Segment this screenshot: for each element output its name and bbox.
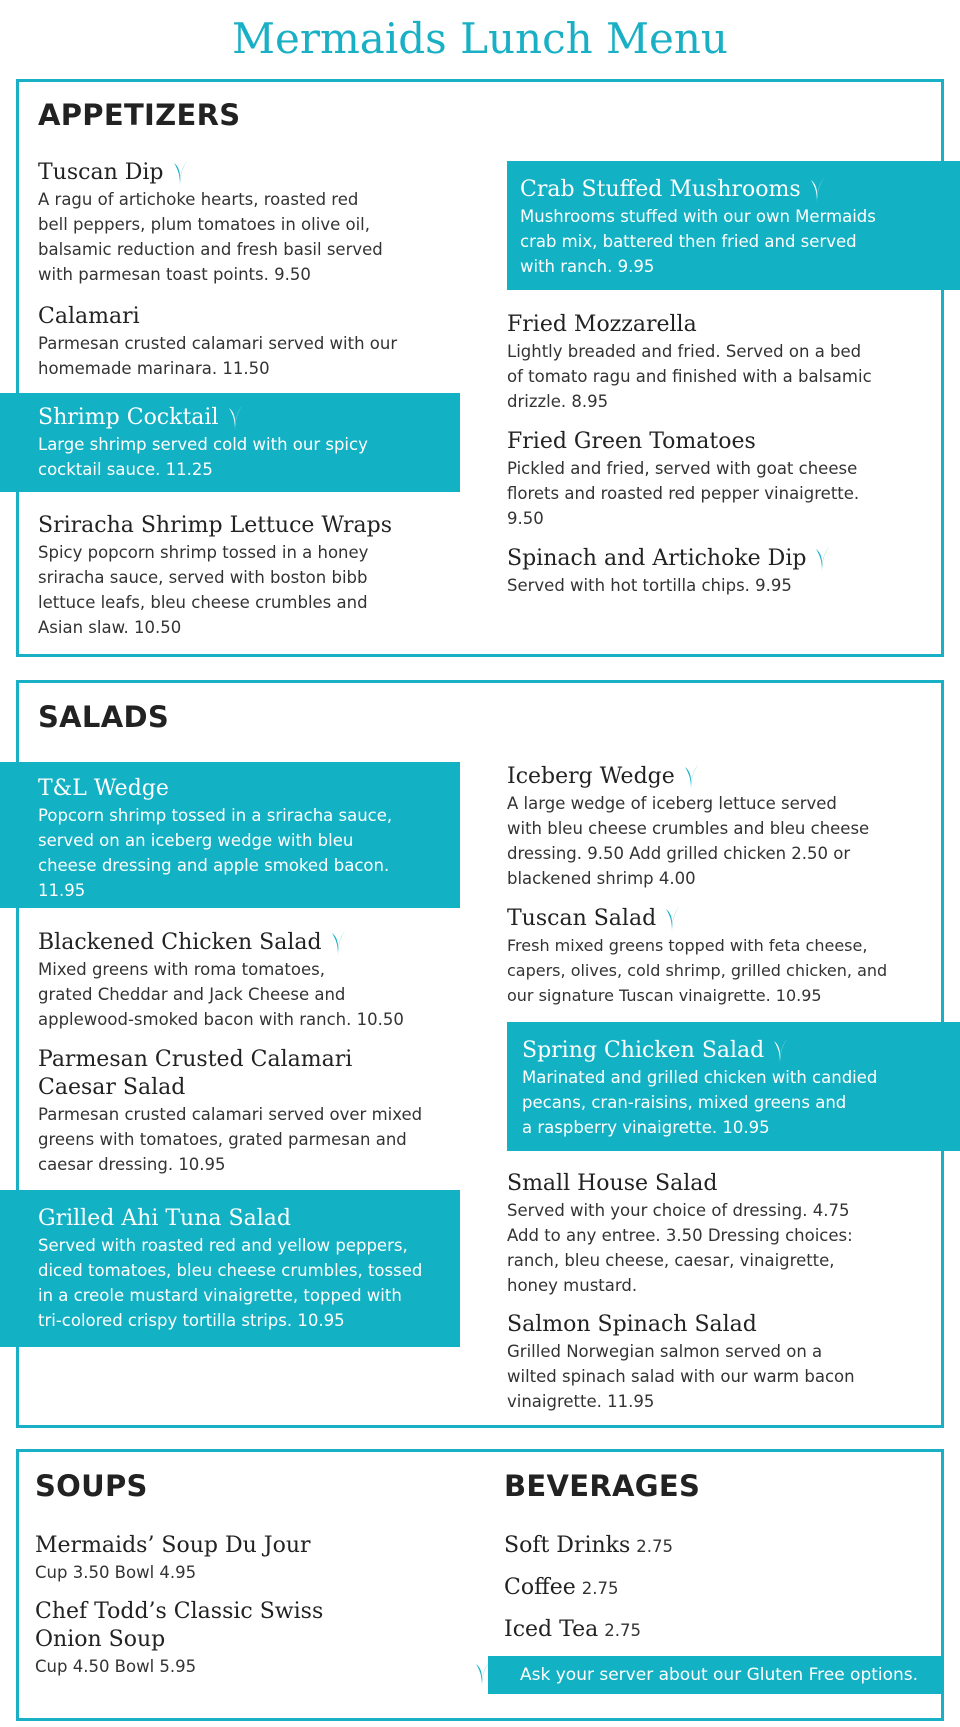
item-price: 2.75 [581, 1579, 619, 1598]
soups-heading: SOUPS [35, 1469, 148, 1503]
menu-item-small-house-salad [507, 1170, 937, 1298]
item-name: Chef Todd’s Classic Swiss Onion Soup [35, 1599, 324, 1652]
item-name: Sriracha Shrimp Lettuce Wraps [38, 513, 393, 538]
menu-item-calamari [38, 303, 458, 381]
gluten-free-leaf-icon [328, 929, 348, 957]
menu-item-crab-stuffed-mushrooms [520, 176, 940, 279]
item-description: A ragu of artichoke hearts, roasted red bell peppers, plum tomatoes in olive oil, balsamic reduction and fresh basil served with parmesan toast points. 9.50 [38, 190, 383, 284]
item-name: Iced Tea [504, 1617, 599, 1642]
menu-item-tuscan-salad [507, 905, 947, 1008]
beverages-heading: BEVERAGES [504, 1469, 701, 1503]
menu-title: Mermaids Lunch Menu [232, 14, 728, 63]
item-name: Grilled Ahi Tuna Salad [38, 1206, 291, 1231]
item-name: Iceberg Wedge [507, 764, 675, 789]
menu-item-fried-mozzarella [507, 311, 937, 414]
item-description: Mixed greens with roma tomatoes, grated Cheddar and Jack Cheese and applewood-smoked bacon with ranch. 10.50 [38, 960, 404, 1029]
item-name: Mermaids’ Soup Du Jour [35, 1533, 311, 1558]
item-description: Lightly breaded and fried. Served on a bed of tomato ragu and finished with a balsamic drizzle. 8.95 [507, 342, 872, 411]
item-description: A large wedge of iceberg lettuce served with bleu cheese crumbles and bleu cheese dressing. 9.50 Add grilled chicken 2.50 or blackened shrimp 4.00 [507, 794, 870, 888]
gluten-free-leaf-icon [681, 763, 701, 791]
menu-item-spinach-artichoke-dip [507, 545, 937, 598]
menu-item-blackened-chicken-salad [38, 929, 468, 1032]
item-name: Spring Chicken Salad [522, 1038, 765, 1063]
item-name: T&L Wedge [38, 776, 169, 801]
item-description: Grilled Norwegian salmon served on a wilted spinach salad with our warm bacon vinaigrette. 11.95 [507, 1342, 855, 1411]
item-description: Parmesan crusted calamari served over mixed greens with tomatoes, grated parmesan and caesar dressing. 10.95 [38, 1105, 423, 1174]
item-name: Small House Salad [507, 1171, 718, 1196]
beverage-soft-drinks [504, 1532, 673, 1561]
menu-item-shrimp-cocktail [38, 404, 458, 482]
menu-item-tl-wedge [38, 775, 458, 903]
item-description: Served with your choice of dressing. 4.75 Add to any entree. 3.50 Dressing choices: ranch, bleu cheese, caesar, vinaigrette, honey mustard. [507, 1201, 853, 1295]
item-name: Coffee [504, 1575, 576, 1600]
beverage-iced-tea [504, 1616, 641, 1645]
gluten-free-leaf-icon [170, 159, 190, 187]
gluten-free-leaf-icon [770, 1037, 790, 1065]
menu-item-grilled-ahi-tuna-salad [38, 1205, 468, 1333]
item-description: Mushrooms stuffed with our own Mermaids crab mix, battered then fried and served with ranch. 9.95 [520, 207, 876, 276]
item-name: Crab Stuffed Mushrooms [520, 177, 801, 202]
menu-item-salmon-spinach-salad [507, 1311, 937, 1414]
menu-item-iceberg-wedge [507, 763, 937, 891]
gluten-free-note: Ask your server about our Gluten Free options. [488, 1656, 944, 1694]
item-name: Salmon Spinach Salad [507, 1312, 757, 1337]
item-price: 2.75 [604, 1621, 641, 1640]
menu-item-spring-chicken-salad [522, 1037, 942, 1140]
menu-item-fried-green-tomatoes [507, 428, 937, 531]
item-description: Fresh mixed greens topped with feta cheese, capers, olives, cold shrimp, grilled chicken, and our signature Tuscan vinaigrette. 10.95 [507, 936, 888, 1005]
item-description: Cup 4.50 Bowl 5.95 [35, 1657, 197, 1676]
appetizers-heading: APPETIZERS [38, 98, 241, 132]
item-description: Large shrimp served cold with our spicy cocktail sauce. 11.25 [38, 435, 368, 479]
item-description: Popcorn shrimp tossed in a sriracha sauce, served on an iceberg wedge with bleu cheese dressing and apple smoked bacon. 11.95 [38, 806, 393, 900]
item-name: Tuscan Dip [38, 160, 164, 185]
item-name: Blackened Chicken Salad [38, 930, 322, 955]
item-name: Shrimp Cocktail [38, 405, 219, 430]
item-name: Soft Drinks [504, 1533, 631, 1558]
menu-item-tuscan-dip [38, 159, 458, 287]
item-description: Spicy popcorn shrimp tossed in a honey sriracha sauce, served with boston bibb lettuce leafs, bleu cheese crumbles and Asian slaw. 10.50 [38, 543, 369, 637]
item-description: Served with hot tortilla chips. 9.95 [507, 576, 792, 595]
item-name: Fried Mozzarella [507, 312, 697, 337]
item-name: Spinach and Artichoke Dip [507, 546, 807, 571]
item-price: 2.75 [636, 1537, 674, 1556]
menu-item-soup-du-jour [35, 1532, 455, 1585]
gluten-free-leaf-icon [225, 404, 245, 432]
gluten-free-leaf-icon [812, 545, 832, 573]
item-name: Parmesan Crusted Calamari Caesar Salad [38, 1047, 353, 1100]
menu-item-sriracha-shrimp-lettuce-wraps [38, 512, 458, 640]
item-name: Fried Green Tomatoes [507, 429, 756, 454]
salads-heading: SALADS [38, 700, 170, 734]
menu-item-swiss-onion-soup [35, 1598, 455, 1679]
gluten-free-leaf-icon [807, 176, 827, 204]
beverage-coffee [504, 1574, 619, 1603]
gluten-free-leaf-icon [662, 905, 682, 933]
item-description: Marinated and grilled chicken with candied pecans, cran-raisins, mixed greens and a raspberry vinaigrette. 10.95 [522, 1068, 878, 1137]
item-description: Cup 3.50 Bowl 4.95 [35, 1563, 197, 1582]
item-description: Parmesan crusted calamari served with our homemade marinara. 11.50 [38, 334, 398, 378]
item-name: Calamari [38, 304, 140, 329]
item-name: Tuscan Salad [507, 906, 657, 931]
menu-item-parmesan-crusted-calamari-caesar-salad [38, 1046, 468, 1177]
item-description: Pickled and fried, served with goat cheese florets and roasted red pepper vinaigrette. 9.50 [507, 459, 860, 528]
item-description: Served with roasted red and yellow peppers, diced tomatoes, bleu cheese crumbles, tossed in a creole mustard vinaigrette, topped with tri-colored crispy tortilla strips. 10.95 [38, 1236, 423, 1330]
